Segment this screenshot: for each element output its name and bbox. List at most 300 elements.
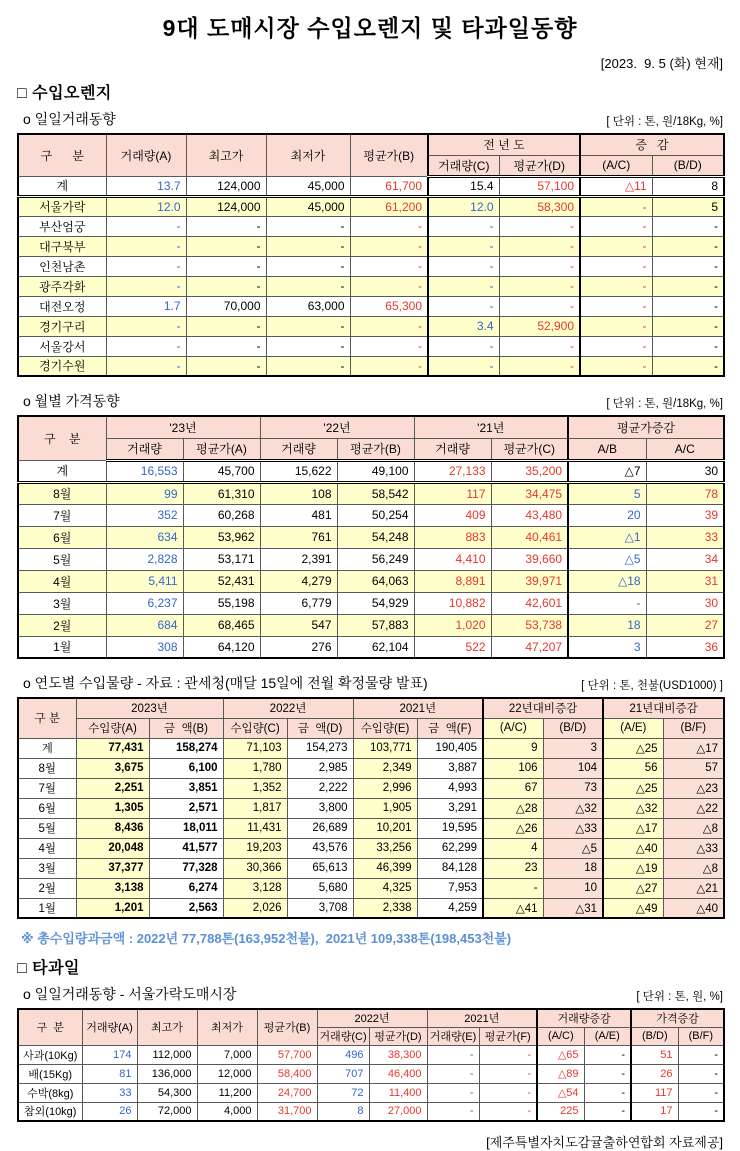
- table-cell: -: [106, 256, 186, 276]
- table-cell: 308: [106, 636, 183, 658]
- table-cell: 5: [652, 196, 724, 216]
- section-orange-heading: □ 수입오렌지: [17, 85, 112, 102]
- table-cell: 33,256: [353, 838, 417, 858]
- table-cell: 70,000: [186, 296, 266, 316]
- row-label: 계: [18, 738, 76, 758]
- table-cell: -: [266, 236, 350, 256]
- table-cell: 481: [260, 504, 337, 526]
- table-cell: 43,576: [287, 838, 353, 858]
- header-cell: 최저가: [197, 1009, 257, 1045]
- table-cell: 63,000: [266, 296, 350, 316]
- table-cell: -: [428, 296, 499, 316]
- table-cell: -: [106, 316, 186, 336]
- table-cell: 61,200: [350, 196, 428, 216]
- table-cell: 15.4: [428, 176, 499, 196]
- table-cell: 2,828: [106, 548, 183, 570]
- table-cell: -: [106, 236, 186, 256]
- row-label: 8월: [18, 758, 76, 778]
- table-cell: 3,291: [417, 798, 483, 818]
- table-cell: △17: [603, 818, 663, 838]
- header-cell: 평균가(A): [183, 438, 260, 460]
- table-cell: 65,300: [350, 296, 428, 316]
- header-cell: 21년대비증감: [603, 698, 724, 718]
- table-cell: -: [580, 336, 652, 356]
- row-label: 8월: [18, 482, 106, 504]
- table-cell: 68,465: [183, 614, 260, 636]
- header-cell: 거래량(C): [317, 1027, 369, 1045]
- table-cell: -: [479, 1064, 537, 1083]
- header-cell: 2023년: [76, 698, 223, 718]
- header-cell: 2021년: [427, 1009, 537, 1027]
- table-cell: -: [652, 256, 724, 276]
- table-cell: 634: [106, 526, 183, 548]
- table-row: [18, 1045, 724, 1064]
- table-cell: 5,411: [106, 570, 183, 592]
- table-row: [18, 878, 724, 898]
- header-cell: 최고가: [186, 134, 266, 176]
- header-cell: 2022년: [223, 698, 353, 718]
- table-cell: 26: [82, 1102, 137, 1121]
- header-cell: 거래량증감: [537, 1009, 631, 1027]
- table-cell: 36: [646, 636, 724, 658]
- table-cell: 6,274: [149, 878, 223, 898]
- table-cell: -: [186, 316, 266, 336]
- table-cell: 67: [483, 778, 543, 798]
- table-cell: -: [580, 236, 652, 256]
- table-cell: △5: [568, 548, 646, 570]
- table-row: [18, 858, 724, 878]
- header-cell: (B/D): [543, 718, 603, 738]
- table-cell: -: [580, 276, 652, 296]
- table-cell: △8: [663, 858, 724, 878]
- table-cell: 33: [646, 526, 724, 548]
- table-cell: 1.7: [106, 296, 186, 316]
- table-cell: 71,103: [223, 738, 287, 758]
- table-cell: -: [266, 336, 350, 356]
- table-row: [18, 316, 724, 336]
- row-label: 광주각화: [18, 276, 106, 296]
- table-cell: -: [350, 356, 428, 376]
- table-cell: 61,310: [183, 482, 260, 504]
- row-label: 7월: [18, 778, 76, 798]
- table-cell: 31: [646, 570, 724, 592]
- table-cell: 49,100: [337, 460, 414, 482]
- table-row: [18, 778, 724, 798]
- table-cell: -: [479, 1045, 537, 1064]
- table-cell: 4,410: [414, 548, 491, 570]
- table-cell: 1,352: [223, 778, 287, 798]
- table-cell: 8: [652, 176, 724, 196]
- header-cell: 22년대비증감: [483, 698, 603, 718]
- table-cell: 56,249: [337, 548, 414, 570]
- table-cell: △31: [543, 898, 603, 918]
- header-cell: (A/C): [483, 718, 543, 738]
- table-cell: 108: [260, 482, 337, 504]
- table-row: [18, 798, 724, 818]
- header-cell: 거래량(E): [427, 1027, 479, 1045]
- table-cell: 10: [543, 878, 603, 898]
- table-cell: △18: [568, 570, 646, 592]
- table-cell: 52,900: [499, 316, 580, 336]
- table-cell: 117: [414, 482, 491, 504]
- header-cell: 증 감: [580, 134, 724, 155]
- table-cell: 4,259: [417, 898, 483, 918]
- yearly-import-table: [17, 697, 725, 919]
- row-label: 1월: [18, 898, 76, 918]
- table-cell: -: [186, 236, 266, 256]
- table-cell: 3,675: [76, 758, 149, 778]
- table-cell: 46,400: [369, 1064, 427, 1083]
- table-cell: 39,971: [491, 570, 568, 592]
- table-cell: 72: [317, 1083, 369, 1102]
- table-cell: △33: [663, 838, 724, 858]
- header-cell: 평균가(B): [350, 134, 428, 176]
- table-cell: 78: [646, 482, 724, 504]
- table-cell: -: [652, 356, 724, 376]
- table-cell: 3.4: [428, 316, 499, 336]
- table-cell: -: [584, 1045, 631, 1064]
- table-cell: -: [350, 316, 428, 336]
- header-cell: 거래량: [260, 438, 337, 460]
- table-cell: △40: [663, 898, 724, 918]
- header-cell: A/B: [568, 438, 646, 460]
- table-cell: 57,883: [337, 614, 414, 636]
- row-label: 인천남촌: [18, 256, 106, 276]
- row-label: 1월: [18, 636, 106, 658]
- table-cell: 12.0: [106, 196, 186, 216]
- header-cell: (B/D): [652, 155, 724, 176]
- page-title: 9대 도매시장 수입오렌지 및 타과일동향: [162, 15, 578, 41]
- table-cell: 1,305: [76, 798, 149, 818]
- row-label: 계: [18, 176, 106, 196]
- table-cell: △25: [603, 778, 663, 798]
- table-cell: 41,577: [149, 838, 223, 858]
- table-cell: -: [106, 336, 186, 356]
- table-cell: 53,738: [491, 614, 568, 636]
- table-cell: 19,203: [223, 838, 287, 858]
- header-cell: (A/E): [603, 718, 663, 738]
- table-cell: 2,996: [353, 778, 417, 798]
- other-fruit-daily-table: [17, 1008, 725, 1122]
- table-cell: 103,771: [353, 738, 417, 758]
- table-cell: △1: [568, 526, 646, 548]
- table-cell: -: [584, 1064, 631, 1083]
- table-cell: 117: [631, 1083, 678, 1102]
- table-cell: 64,063: [337, 570, 414, 592]
- table-cell: △49: [603, 898, 663, 918]
- table-cell: 547: [260, 614, 337, 636]
- data-source: [제주특별자치도감귤출하연합회 자료제공]: [486, 1135, 723, 1150]
- table-cell: △89: [537, 1064, 584, 1083]
- table-cell: -: [580, 196, 652, 216]
- table-row: [18, 614, 724, 636]
- row-label: 4월: [18, 838, 76, 858]
- table-cell: 1,780: [223, 758, 287, 778]
- table-cell: △22: [663, 798, 724, 818]
- table-cell: -: [186, 216, 266, 236]
- table-cell: 51: [631, 1045, 678, 1064]
- other-daily-unit-label: [ 단위 : 톤, 원, %]: [636, 991, 723, 1003]
- table-row: [18, 216, 724, 236]
- table-cell: 33: [82, 1083, 137, 1102]
- header-cell: 평균가(D): [369, 1027, 427, 1045]
- table-cell: 15,622: [260, 460, 337, 482]
- table-cell: 47,207: [491, 636, 568, 658]
- table-cell: △5: [543, 838, 603, 858]
- monthly-price-table: [17, 415, 725, 659]
- row-label: 대구북부: [18, 236, 106, 256]
- table-row: [18, 504, 724, 526]
- table-row: [18, 1083, 724, 1102]
- table-cell: 12,000: [197, 1064, 257, 1083]
- table-cell: 18: [568, 614, 646, 636]
- header-cell: 평균가(D): [499, 155, 580, 176]
- table-row: [18, 356, 724, 376]
- table-cell: △54: [537, 1083, 584, 1102]
- row-label: 부산엄궁: [18, 216, 106, 236]
- table-cell: -: [186, 336, 266, 356]
- table-cell: △40: [603, 838, 663, 858]
- table-cell: 54,300: [137, 1083, 197, 1102]
- table-cell: 158,274: [149, 738, 223, 758]
- table-cell: 19,595: [417, 818, 483, 838]
- table-cell: 1,020: [414, 614, 491, 636]
- table-cell: 27: [646, 614, 724, 636]
- table-cell: 104: [543, 758, 603, 778]
- table-cell: -: [652, 216, 724, 236]
- table-cell: △26: [483, 818, 543, 838]
- table-cell: 58,400: [257, 1064, 317, 1083]
- yearly-unit-label: [ 단위 : 톤, 천불(USD1000) ]: [581, 680, 723, 692]
- table-cell: 56: [603, 758, 663, 778]
- table-cell: 30: [646, 460, 724, 482]
- header-cell: '22년: [260, 416, 414, 438]
- table-cell: 7,000: [197, 1045, 257, 1064]
- table-cell: -: [479, 1102, 537, 1121]
- row-label: 5월: [18, 818, 76, 838]
- table-cell: 27,133: [414, 460, 491, 482]
- row-label: 6월: [18, 798, 76, 818]
- header-cell: '21년: [414, 416, 568, 438]
- header-cell: 구 분: [18, 1009, 82, 1045]
- table-cell: 1,905: [353, 798, 417, 818]
- table-row: [18, 570, 724, 592]
- table-cell: 57,700: [257, 1045, 317, 1064]
- table-cell: 190,405: [417, 738, 483, 758]
- table-cell: 3,708: [287, 898, 353, 918]
- table-cell: 11,400: [369, 1083, 427, 1102]
- table-cell: 124,000: [186, 176, 266, 196]
- row-label: 서울가락: [18, 196, 106, 216]
- table-cell: 2,026: [223, 898, 287, 918]
- table-row: [18, 196, 724, 216]
- header-cell: 평균가증감: [568, 416, 724, 438]
- subsection-other-daily-label: o 일일거래동향 - 서울가락도매시장: [23, 986, 237, 1002]
- table-cell: -: [584, 1083, 631, 1102]
- other-daily-subheading-row: [23, 984, 723, 1004]
- table-cell: 684: [106, 614, 183, 636]
- table-cell: △28: [483, 798, 543, 818]
- table-cell: -: [428, 356, 499, 376]
- table-cell: -: [428, 216, 499, 236]
- section-other-heading: □ 타과일: [17, 960, 80, 977]
- row-label: 서울강서: [18, 336, 106, 356]
- header-cell: 구 분: [18, 416, 106, 460]
- table-cell: -: [350, 256, 428, 276]
- table-cell: △23: [663, 778, 724, 798]
- table-cell: -: [678, 1083, 724, 1102]
- header-cell: 수입량(A): [76, 718, 149, 738]
- table-cell: 46,399: [353, 858, 417, 878]
- table-cell: 20: [568, 504, 646, 526]
- table-cell: -: [678, 1045, 724, 1064]
- table-cell: △17: [663, 738, 724, 758]
- table-cell: △32: [543, 798, 603, 818]
- table-cell: -: [106, 216, 186, 236]
- table-cell: -: [580, 216, 652, 236]
- yearly-subheading-row: [23, 673, 723, 693]
- table-cell: 27,000: [369, 1102, 427, 1121]
- table-cell: 64,120: [183, 636, 260, 658]
- table-cell: 57: [663, 758, 724, 778]
- table-cell: -: [106, 276, 186, 296]
- table-cell: -: [652, 316, 724, 336]
- table-cell: 84,128: [417, 858, 483, 878]
- row-label: 2월: [18, 878, 76, 898]
- header-cell: 구 분: [18, 134, 106, 176]
- row-label: 7월: [18, 504, 106, 526]
- table-row: [18, 176, 724, 196]
- table-cell: △8: [663, 818, 724, 838]
- table-cell: 58,300: [499, 196, 580, 216]
- table-cell: 39: [646, 504, 724, 526]
- table-cell: 38,300: [369, 1045, 427, 1064]
- table-cell: △19: [603, 858, 663, 878]
- header-cell: (A/C): [580, 155, 652, 176]
- table-cell: 8: [317, 1102, 369, 1121]
- table-cell: -: [678, 1064, 724, 1083]
- header-cell: (B/F): [678, 1027, 724, 1045]
- table-cell: 73: [543, 778, 603, 798]
- table-cell: 34: [646, 548, 724, 570]
- table-row: [18, 236, 724, 256]
- table-cell: 225: [537, 1102, 584, 1121]
- header-cell: 평균가(B): [257, 1009, 317, 1045]
- table-cell: -: [483, 878, 543, 898]
- header-cell: 거래량: [106, 438, 183, 460]
- table-cell: 276: [260, 636, 337, 658]
- table-cell: 3,800: [287, 798, 353, 818]
- table-cell: △21: [663, 878, 724, 898]
- table-row: [18, 548, 724, 570]
- table-cell: -: [499, 296, 580, 316]
- table-cell: 4,279: [260, 570, 337, 592]
- table-cell: -: [499, 336, 580, 356]
- row-label: 사과(10Kg): [18, 1045, 82, 1064]
- table-cell: △65: [537, 1045, 584, 1064]
- header-cell: (A/E): [584, 1027, 631, 1045]
- header-cell: (B/F): [663, 718, 724, 738]
- header-cell: (A/C): [537, 1027, 584, 1045]
- table-cell: 18: [543, 858, 603, 878]
- table-cell: 10,882: [414, 592, 491, 614]
- table-cell: 99: [106, 482, 183, 504]
- table-cell: 34,475: [491, 482, 568, 504]
- header-cell: (B/D): [631, 1027, 678, 1045]
- table-cell: -: [652, 296, 724, 316]
- table-cell: 45,700: [183, 460, 260, 482]
- table-cell: 2,338: [353, 898, 417, 918]
- table-row: [18, 1064, 724, 1083]
- table-row: [18, 636, 724, 658]
- table-cell: 17: [631, 1102, 678, 1121]
- row-label: 2월: [18, 614, 106, 636]
- table-cell: 3: [568, 636, 646, 658]
- table-cell: 23: [483, 858, 543, 878]
- table-cell: △27: [603, 878, 663, 898]
- table-cell: 11,200: [197, 1083, 257, 1102]
- header-cell: 거래량(A): [82, 1009, 137, 1045]
- table-cell: -: [580, 256, 652, 276]
- table-cell: 883: [414, 526, 491, 548]
- table-row: [18, 296, 724, 316]
- table-cell: 60,268: [183, 504, 260, 526]
- table-cell: 3,851: [149, 778, 223, 798]
- row-label: 3월: [18, 858, 76, 878]
- subsection-monthly-label: o 월별 가격동향: [23, 393, 120, 409]
- table-cell: -: [652, 236, 724, 256]
- table-cell: 62,104: [337, 636, 414, 658]
- header-cell: 거래량(C): [428, 155, 499, 176]
- table-cell: 8,891: [414, 570, 491, 592]
- table-cell: 106: [483, 758, 543, 778]
- table-cell: △32: [603, 798, 663, 818]
- table-cell: 6,237: [106, 592, 183, 614]
- table-cell: 1,201: [76, 898, 149, 918]
- table-cell: -: [652, 336, 724, 356]
- table-cell: △11: [580, 176, 652, 196]
- table-cell: 10,201: [353, 818, 417, 838]
- table-cell: -: [499, 236, 580, 256]
- table-cell: -: [428, 256, 499, 276]
- table-cell: 55,198: [183, 592, 260, 614]
- header-cell: 가격증감: [631, 1009, 724, 1027]
- subsection-daily-label: o 일일거래동향: [23, 111, 116, 127]
- table-cell: -: [678, 1102, 724, 1121]
- table-cell: 9: [483, 738, 543, 758]
- table-cell: 2,349: [353, 758, 417, 778]
- table-cell: 3,128: [223, 878, 287, 898]
- table-cell: 4,000: [197, 1102, 257, 1121]
- table-row: [18, 738, 724, 758]
- row-label: 5월: [18, 548, 106, 570]
- row-label: 배(15Kg): [18, 1064, 82, 1083]
- table-row: [18, 526, 724, 548]
- table-cell: 409: [414, 504, 491, 526]
- table-cell: 16,553: [106, 460, 183, 482]
- table-cell: 77,431: [76, 738, 149, 758]
- row-label: 경기수원: [18, 356, 106, 376]
- table-cell: -: [499, 256, 580, 276]
- daily-unit-label: [ 단위 : 톤, 원/18Kg, %]: [606, 116, 723, 128]
- row-label: 4월: [18, 570, 106, 592]
- table-cell: -: [652, 276, 724, 296]
- row-label: 계: [18, 460, 106, 482]
- table-cell: 12.0: [428, 196, 499, 216]
- table-cell: 352: [106, 504, 183, 526]
- table-cell: -: [427, 1064, 479, 1083]
- table-cell: 30,366: [223, 858, 287, 878]
